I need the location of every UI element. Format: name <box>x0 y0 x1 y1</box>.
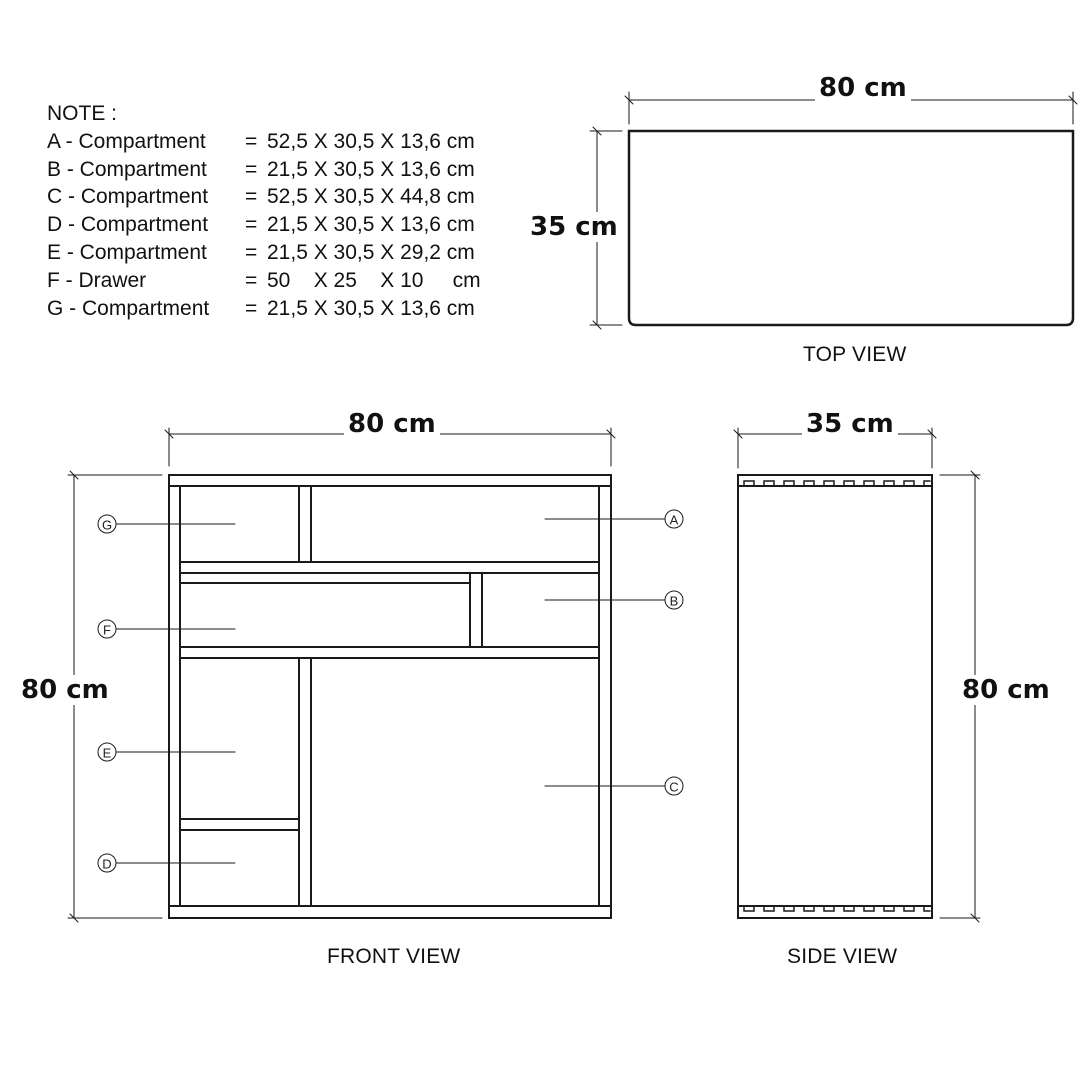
note-equals: = <box>245 213 258 237</box>
callout-g-label: G <box>101 517 113 533</box>
callout-leader-lines <box>116 519 665 863</box>
note-title: NOTE : <box>47 102 118 125</box>
note-dimensions: 21,5 X 30,5 X 13,6 cm <box>267 157 475 181</box>
front-view-cabinet <box>169 475 611 918</box>
callout-f-label: F <box>103 622 111 638</box>
callout-e-label: E <box>102 745 112 761</box>
note-equals: = <box>245 185 258 209</box>
note-label: B - Compartment <box>47 157 207 181</box>
top-view-width-label: 80 cm <box>815 73 911 103</box>
top-view-depth-label: 35 cm <box>526 212 622 242</box>
front-view-height-label: 80 cm <box>17 675 113 705</box>
note-dimensions: 21,5 X 30,5 X 13,6 cm <box>267 213 475 237</box>
note-label: F - Drawer <box>47 268 147 292</box>
callout-a-label: A <box>669 512 679 528</box>
front-view-width-label: 80 cm <box>344 409 440 439</box>
side-view-caption: SIDE VIEW <box>787 945 898 968</box>
top-view-caption: TOP VIEW <box>803 343 907 366</box>
note-equals: = <box>245 157 258 181</box>
callout-d-label: D <box>102 856 112 872</box>
side-view-height-label: 80 cm <box>958 675 1054 705</box>
note-dimensions: 50 X 25 X 10 cm <box>267 268 481 292</box>
note-dimensions: 21,5 X 30,5 X 29,2 cm <box>267 240 475 264</box>
note-dimensions: 52,5 X 30,5 X 13,6 cm <box>267 129 475 153</box>
top-view-outline <box>629 131 1073 325</box>
front-view-caption: FRONT VIEW <box>327 945 461 968</box>
note-label: C - Compartment <box>47 185 209 209</box>
side-view-depth-label: 35 cm <box>802 409 898 439</box>
note-label: E - Compartment <box>47 240 207 264</box>
note-label: G - Compartment <box>47 296 210 320</box>
callout-b-label: B <box>669 593 679 609</box>
note-dimensions: 52,5 X 30,5 X 44,8 cm <box>267 185 475 209</box>
note-label: A - Compartment <box>47 129 206 153</box>
callout-c-label: C <box>669 779 679 795</box>
note-label: D - Compartment <box>47 213 209 237</box>
side-view-panel <box>738 475 932 918</box>
note-equals: = <box>245 240 258 264</box>
note-equals: = <box>245 268 258 292</box>
note-equals: = <box>245 296 258 320</box>
note-equals: = <box>245 129 258 153</box>
note-dimensions: 21,5 X 30,5 X 13,6 cm <box>267 296 475 320</box>
